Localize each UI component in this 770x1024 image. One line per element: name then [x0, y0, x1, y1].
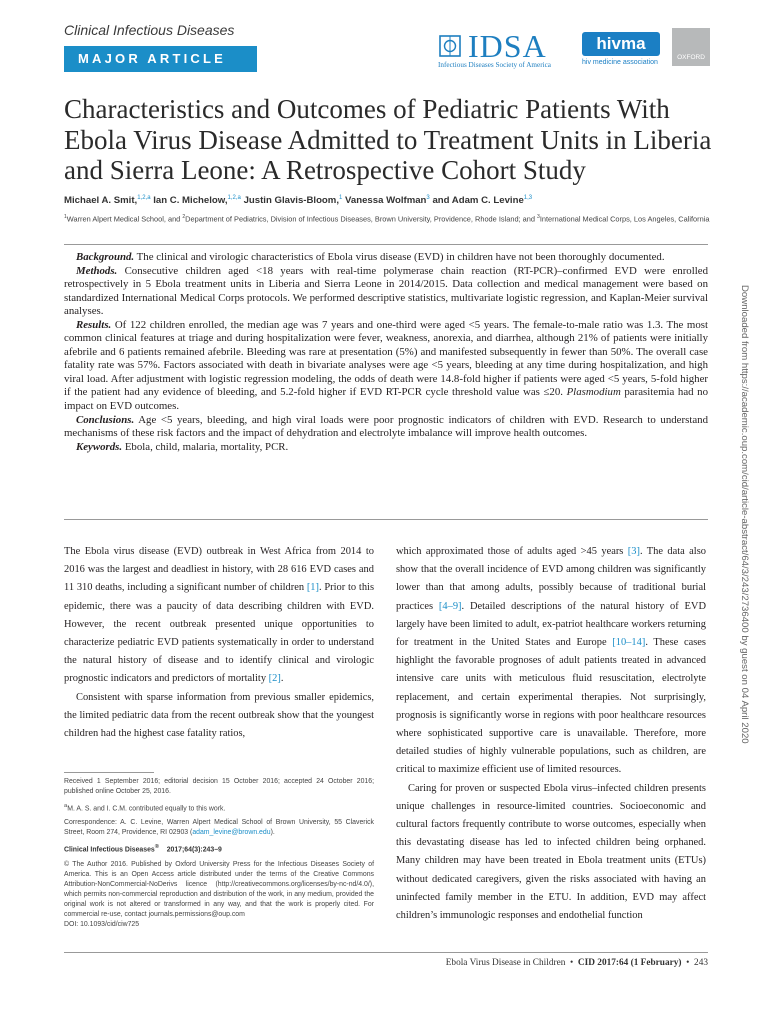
download-sidebar — [738, 285, 750, 765]
author-name: Justin Glavis-Bloom, — [243, 195, 339, 207]
idsa-subtitle: Infectious Diseases Society of America — [438, 61, 551, 69]
abstract-methods: Methods. Consecutive children aged <18 years with real-time polymerase chain reaction (RT-PCR)–confirmed EVD were enrolled retrospectively in 5 Ebola treatment units in Liberia and Sierra Leone in 2014/2015. Data collection and medical management were based on standardized International Medical Corps protocols. We performed descriptive statistics, multivariate logistic regression, and Kaplan-Meier survival analyses. — [64, 264, 708, 318]
article-type-badge: MAJOR ARTICLE — [64, 46, 257, 72]
citation-link[interactable]: [10–14] — [612, 637, 646, 649]
body-column-left — [64, 543, 374, 743]
abstract-keywords: Keywords. Ebola, child, malaria, mortality, PCR. — [76, 440, 289, 453]
affiliations: $^1$Warren Alpert Medical School, and $^2$Department of Pediatrics, Division of Infectious Diseases, Brown University, Providence, Rhode Island; and $^3$International Medical Corps, Los Angeles, California — [64, 214, 710, 224]
hivma-wordmark: hivma — [582, 32, 660, 56]
page-number: 243 — [694, 958, 708, 968]
author-name: Michael A. Smit, — [64, 195, 138, 207]
author-affiliation-mark: 1,3 — [523, 195, 533, 201]
footnote-equal-contribution: $^a$M. A. S. and I. C.M. contributed equally to this work. — [64, 803, 226, 813]
idsa-emblem-icon — [438, 32, 464, 60]
hivma-logo — [582, 32, 662, 72]
doi: DOI: 10.1093/cid/ciw725 — [64, 920, 140, 928]
author-name: and Adam C. Levine — [432, 195, 524, 207]
citation-link[interactable]: [4–9] — [438, 600, 462, 612]
journal-citation: CID 2017:64 (1 February) — [577, 958, 682, 968]
footnote-rule — [64, 772, 154, 773]
citation-link[interactable]: [3] — [627, 546, 640, 557]
article-title: Characteristics and Outcomes of Pediatric Patients With Ebola Virus Disease Admitted to Treatment Units in Liberia and Sierra Leone: A Retrospective Cohort Study — [64, 94, 712, 185]
oxford-logo: OXFORD — [672, 28, 710, 66]
footer-rule — [64, 952, 708, 953]
abstract-top-rule — [64, 244, 708, 245]
author-name: Ian C. Michelow, — [153, 195, 228, 207]
body-paragraph: Caring for proven or suspected Ebola virus–infected children presents unique challenges in resource-limited countries. Socioeconomic and cultural factors frequently contribute to worse outcomes, especially when this devastating disease has led to infected children being orphaned. Many children may have been treated in Ebola treatment units (ETUs) without dedicated caregivers, given the risks associated with having an uninfected family member in the ETU. In addition, EVD may affect children’s immunologic responses and endothelial function — [396, 782, 706, 922]
journal-name: Clinical Infectious Diseases — [64, 22, 235, 38]
abstract-background: Background. The clinical and virologic characteristics of Ebola virus disease (EVD) in children have not been thoroughly documented. — [76, 251, 665, 263]
body-column-right — [396, 543, 706, 925]
author-affiliation-mark: 1,2,a — [227, 195, 241, 201]
hivma-subtitle: hiv medicine association — [582, 59, 658, 66]
body-paragraph: Consistent with sparse information from previous smaller epidemics, the limited pediatric data from the recent outbreak show that the youngest children had the highest case fatality ratios, — [64, 691, 374, 740]
idsa-wordmark: IDSA — [468, 28, 547, 64]
author-affiliation-mark: 1 — [339, 195, 343, 201]
footnote-copyright: © The Author 2016. Published by Oxford University Press for the Infectious Diseases Society of America. This is an Open Access article distributed under the terms of the Creative Commons Attribution-NonCommercial-NoDerivs licence (http://creativecommons.org/licenses/by-nc-nd/4.0/), which permits non-commercial reproduction and distribution of the work, in any medium, provided the original work is not altered or transformed in any way, and that the work is properly cited. For commercial re-use, contact journals.permissions@oup.com DOI: 10.1093/cid/ciw725 — [64, 860, 374, 928]
body-paragraph: which approximated those of adults aged >45 years [3]. The data also show that the overall incidence of EVD among children was significantly lower than that among adults, possibly because of traditional burial practices [4–9]. Detailed descriptions of the natural history of EVD largely have been limited to adult, ex-patriot healthcare workers returning for treatment in the United States and Europe [10–14]. These cases highlight the favorable prognoses of adult patients treated in advanced intensive care units with meticulous fluid resuscitation, electrolyte replacement, and certain experimental therapies. Not surprisingly, prognosis is significantly worse in regions with poor healthcare resources where sophisticated supportive care is unavailable. Therefore, more detailed studies of highly vulnerable populations, such as children, are critical to maximize efficient use of limited resources. — [396, 546, 706, 776]
author-name: Vanessa Wolfman — [345, 195, 427, 207]
author-list — [64, 195, 532, 206]
abstract — [64, 251, 708, 454]
abstract-bottom-rule — [64, 519, 708, 520]
footnote-correspondence: Correspondence: A. C. Levine, Warren Alpert Medical School of Brown University, 55 Claverick Street, Room 274, Providence, RI 02903 (adam_levine@brown.edu). — [64, 819, 374, 837]
citation-link[interactable]: [2] — [268, 673, 281, 685]
running-title: Ebola Virus Disease in Children — [445, 958, 566, 968]
abstract-conclusions: Conclusions. Age <5 years, bleeding, and high viral loads were poor prognostic indicators of children with EVD. Research to understand mechanisms of these risk factors and the impact of dehydration and electrolyte imbalance will improve health outcomes. — [64, 413, 708, 440]
page-footer: Ebola Virus Disease in Children • CID 2017:64 (1 February) • 243 — [445, 958, 708, 968]
body-paragraph: The Ebola virus disease (EVD) outbreak in West Africa from 2014 to 2016 was the largest and deadliest in history, with 28 616 EVD cases and 11 310 deaths, including a significant number of children [1]. Prior to this epidemic, there was a paucity of data describing children with EVD. However, the recent outbreak presented unique opportunities to characterize pediatric EVD patients systematically in order to understand the natural history of disease and to identify clinical and virologic prognostic indicators and predictors of mortality [2]. — [64, 546, 374, 685]
idsa-logo — [438, 28, 578, 74]
footnotes — [64, 777, 374, 930]
abstract-results: Results. Of 122 children enrolled, the median age was 7 years and one-third were aged <5 years. The female-to-male ratio was 1.3. The most common clinical features at triage and during hospitalization were fever, weakness, anorexia, and diarrhea, although 21% of patients were initially afebrile and 6 patients remained afebrile. Bleeding was rare at presentation (5%) and manifested subsequently in fewer than 50%. The overall case fatality rate was 57%. Factors associated with death in bivariate analyses were age <5 years, bleeding at any time during hospitalization, and high viral load. After adjustment with logistic regression modeling, the odds of death were 14.8-fold higher if patients were aged <5 years, 5-fold higher if the patient had any evidence of bleeding, and 5.2-fold higher if EVD RT-PCR cycle threshold value was ≤20. Plasmodium parasitemia had no impact on EVD outcomes. — [64, 318, 708, 413]
footnote-citation: Clinical Infectious Diseases® 2017;64(3):243–9 — [64, 844, 222, 854]
author-affiliation-mark: 1,2,a — [137, 195, 151, 201]
download-note: Downloaded from https://academic.oup.com/cid/article-abstract/64/3/243/2736400 by guest on 04 April 2020 — [739, 285, 750, 744]
correspondence-email-link[interactable]: adam_levine@brown.edu — [192, 829, 271, 837]
footnote-received: Received 1 September 2016; editorial decision 15 October 2016; accepted 24 October 2016; published online October 25, 2016. — [64, 778, 374, 795]
author-affiliation-mark: 3 — [426, 195, 430, 201]
citation-link[interactable]: [1] — [306, 582, 319, 594]
